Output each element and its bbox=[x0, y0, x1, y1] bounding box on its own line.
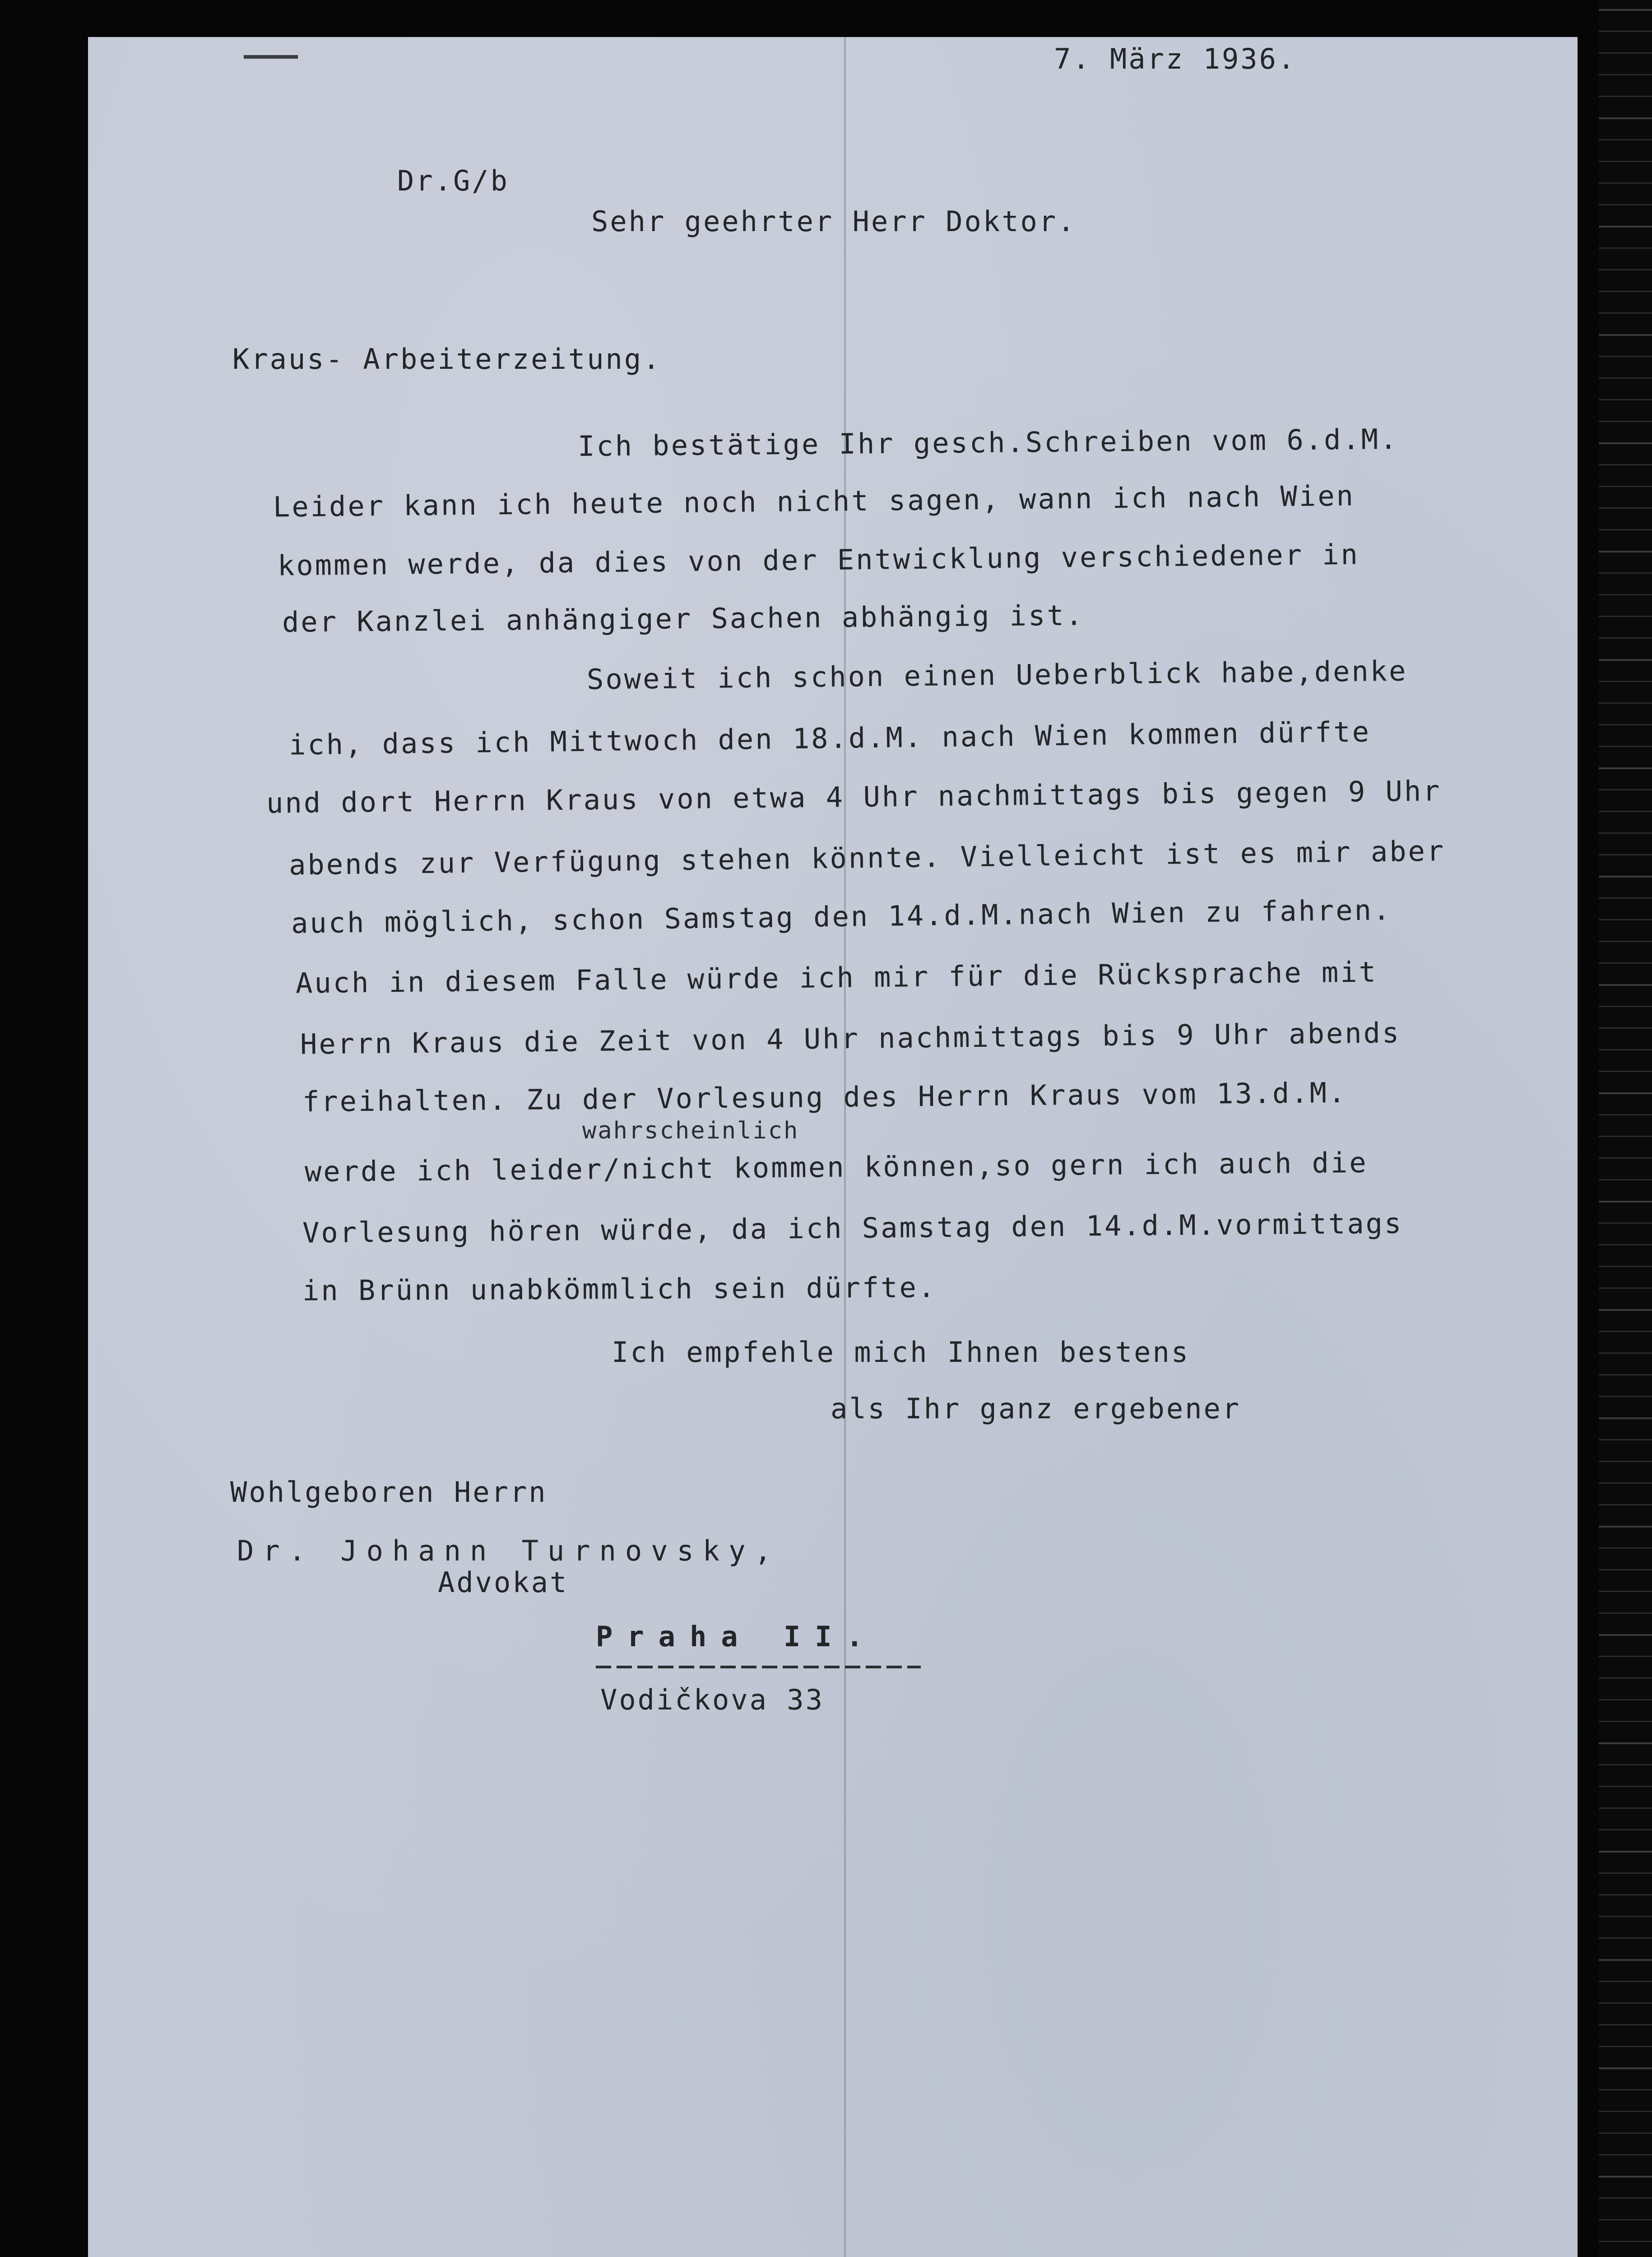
paper-fold-line bbox=[844, 37, 846, 2257]
ruler-tick bbox=[1599, 594, 1652, 595]
ruler-tick bbox=[1599, 572, 1652, 574]
ruler-tick bbox=[1599, 52, 1652, 54]
ruler-tick bbox=[1599, 1786, 1652, 1787]
ruler-tick bbox=[1599, 551, 1652, 553]
ruler-tick bbox=[1599, 1656, 1652, 1657]
ruler-tick bbox=[1599, 2002, 1652, 2004]
ruler-tick bbox=[1599, 1916, 1652, 1917]
ruler-tick bbox=[1599, 2111, 1652, 2112]
ruler-tick bbox=[1599, 2197, 1652, 2199]
ruler-tick bbox=[1599, 31, 1652, 32]
ruler-tick bbox=[1599, 1157, 1652, 1159]
ruler-tick bbox=[1599, 962, 1652, 964]
ruler-tick bbox=[1599, 789, 1652, 790]
ruler-tick bbox=[1599, 204, 1652, 205]
recipient-title: Advokat bbox=[438, 1566, 569, 1599]
ruler-tick bbox=[1599, 616, 1652, 617]
ruler-tick bbox=[1599, 1027, 1652, 1029]
ruler-tick bbox=[1599, 1742, 1652, 1744]
ruler-tick bbox=[1599, 1309, 1652, 1311]
ruler-tick bbox=[1599, 637, 1652, 639]
ruler-tick bbox=[1599, 1634, 1652, 1636]
ruler-tick bbox=[1599, 1136, 1652, 1137]
ruler-tick bbox=[1599, 1526, 1652, 1528]
ruler-tick bbox=[1599, 1807, 1652, 1809]
body-line-9: auch möglich, schon Samstag den 14.d.M.nach Wien zu fahren. bbox=[291, 893, 1392, 940]
handwritten-insertion: wahrscheinlich bbox=[582, 1117, 799, 1144]
ruler-tick bbox=[1599, 399, 1652, 400]
ruler-tick bbox=[1599, 1764, 1652, 1765]
ruler-tick bbox=[1599, 876, 1652, 878]
ruler-tick bbox=[1599, 139, 1652, 140]
ruler-tick bbox=[1599, 529, 1652, 530]
ruler-tick bbox=[1599, 2132, 1652, 2134]
ruler-tick bbox=[1599, 1699, 1652, 1700]
body-line-13: werde ich leider/nicht kommen können,so gern ich auch die bbox=[304, 1146, 1368, 1189]
ruler-tick bbox=[1599, 442, 1652, 444]
ruler-tick bbox=[1599, 1547, 1652, 1549]
recipient-city: Praha II. bbox=[596, 1620, 877, 1653]
ruler-tick bbox=[1599, 746, 1652, 747]
ruler-tick bbox=[1599, 854, 1652, 855]
ruler-tick bbox=[1599, 464, 1652, 465]
closing-line-1: Ich empfehle mich Ihnen bestens bbox=[612, 1336, 1190, 1369]
ruler-tick bbox=[1599, 1417, 1652, 1419]
ruler-tick bbox=[1599, 377, 1652, 379]
ruler-tick bbox=[1599, 1222, 1652, 1224]
ruler-tick bbox=[1599, 2154, 1652, 2155]
ruler-tick bbox=[1599, 356, 1652, 357]
ruler-tick bbox=[1599, 724, 1652, 725]
recipient-name: Dr. Johann Turnovsky, bbox=[237, 1534, 780, 1567]
ruler-tick bbox=[1599, 2089, 1652, 2090]
ruler-tick bbox=[1599, 919, 1652, 920]
ruler-tick bbox=[1599, 507, 1652, 509]
ruler-tick bbox=[1599, 2024, 1652, 2025]
ruler-tick bbox=[1599, 421, 1652, 422]
ruler-tick bbox=[1599, 1331, 1652, 1332]
ruler-tick bbox=[1599, 832, 1652, 834]
ruler-tick bbox=[1599, 1872, 1652, 1874]
ruler-tick bbox=[1599, 334, 1652, 336]
ruler-tick bbox=[1599, 1591, 1652, 1592]
ruler-tick bbox=[1599, 1482, 1652, 1484]
ruler-tick bbox=[1599, 269, 1652, 270]
ruler-tick bbox=[1599, 1439, 1652, 1440]
ruler-tick bbox=[1599, 897, 1652, 899]
ruler-tick bbox=[1599, 1114, 1652, 1115]
ruler-tick bbox=[1599, 9, 1652, 11]
scan-edge-ruler bbox=[1599, 0, 1652, 2257]
ruler-tick bbox=[1599, 2046, 1652, 2047]
ruler-tick bbox=[1599, 702, 1652, 704]
ruler-tick bbox=[1599, 1352, 1652, 1354]
ruler-tick bbox=[1599, 1894, 1652, 1895]
recipient-street: Vodičkova 33 bbox=[600, 1683, 824, 1716]
salutation: Sehr geehrter Herr Doktor. bbox=[591, 205, 1077, 238]
ruler-tick bbox=[1599, 1071, 1652, 1072]
ruler-tick bbox=[1599, 312, 1652, 314]
ruler-tick bbox=[1599, 1201, 1652, 1203]
ruler-tick bbox=[1599, 1092, 1652, 1094]
body-line-12: freihalten. Zu der Vorlesung des Herrn Kraus vom 13.d.M. bbox=[302, 1076, 1347, 1119]
ruler-tick bbox=[1599, 1266, 1652, 1267]
ruler-tick bbox=[1599, 1569, 1652, 1570]
body-line-5: Soweit ich schon einen Ueberblick habe,denke bbox=[586, 654, 1408, 696]
body-line-7: und dort Herrn Kraus von etwa 4 Uhr nachmittags bis gegen 9 Uhr bbox=[266, 774, 1442, 820]
ruler-tick bbox=[1599, 117, 1652, 119]
body-line-1: Ich bestätige Ihr gesch.Schreiben vom 6.d.M. bbox=[577, 423, 1399, 463]
ruler-tick bbox=[1599, 1937, 1652, 1939]
body-line-10: Auch in diesem Falle würde ich mir für die Rücksprache mit bbox=[295, 955, 1378, 1000]
ruler-tick bbox=[1599, 1396, 1652, 1397]
ruler-tick bbox=[1599, 1959, 1652, 1961]
ruler-tick bbox=[1599, 1677, 1652, 1679]
ruler-tick bbox=[1599, 1981, 1652, 1982]
ruler-tick bbox=[1599, 2176, 1652, 2178]
ruler-tick bbox=[1599, 96, 1652, 97]
body-line-8: abends zur Verfügung stehen könnte. Vielleicht ist es mir aber bbox=[288, 834, 1446, 882]
ruler-tick bbox=[1599, 486, 1652, 487]
ruler-tick bbox=[1599, 767, 1652, 769]
ruler-tick bbox=[1599, 1461, 1652, 1462]
ruler-tick bbox=[1599, 1179, 1652, 1180]
body-line-4: der Kanzlei anhängiger Sachen abhängig ist. bbox=[282, 599, 1085, 639]
ruler-tick bbox=[1599, 984, 1652, 986]
ruler-tick bbox=[1599, 1829, 1652, 1830]
ruler-tick bbox=[1599, 941, 1652, 942]
ruler-tick bbox=[1599, 811, 1652, 812]
body-line-14: Vorlesung hören würde, da ich Samstag den 14.d.M.vormittags bbox=[302, 1207, 1403, 1249]
ruler-tick bbox=[1599, 1287, 1652, 1289]
ruler-tick bbox=[1599, 1851, 1652, 1853]
body-line-11: Herrn Kraus die Zeit von 4 Uhr nachmittags bis 9 Uhr abends bbox=[300, 1016, 1401, 1061]
ruler-tick bbox=[1599, 182, 1652, 184]
ruler-tick bbox=[1599, 1006, 1652, 1007]
body-line-2: Leider kann ich heute noch nicht sagen, wann ich nach Wien bbox=[273, 479, 1355, 524]
header-mark bbox=[244, 55, 298, 59]
body-line-3: kommen werde, da dies von der Entwicklung verschiedener in bbox=[277, 538, 1360, 582]
body-line-6: ich, dass ich Mittwoch den 18.d.M. nach Wien kommen dürfte bbox=[288, 715, 1371, 762]
ruler-tick bbox=[1599, 2067, 1652, 2069]
ruler-tick bbox=[1599, 1244, 1652, 1245]
ruler-tick bbox=[1599, 161, 1652, 162]
ruler-tick bbox=[1599, 1049, 1652, 1050]
ruler-tick bbox=[1599, 659, 1652, 661]
ruler-tick bbox=[1599, 247, 1652, 249]
city-underline bbox=[596, 1666, 921, 1668]
body-line-15: in Brünn unabkömmlich sein dürfte. bbox=[302, 1271, 937, 1307]
subject-line: Kraus- Arbeiterzeitung. bbox=[232, 343, 662, 376]
recipient-greeting: Wohlgeboren Herrn bbox=[230, 1476, 548, 1509]
reference-code: Dr.G/b bbox=[397, 164, 509, 197]
ruler-tick bbox=[1599, 291, 1652, 292]
ruler-tick bbox=[1599, 74, 1652, 75]
ruler-tick bbox=[1599, 681, 1652, 682]
ruler-tick bbox=[1599, 1721, 1652, 1722]
ruler-tick bbox=[1599, 2219, 1652, 2220]
letter-date: 7. März 1936. bbox=[1054, 42, 1297, 75]
ruler-tick bbox=[1599, 1612, 1652, 1614]
ruler-tick bbox=[1599, 2241, 1652, 2242]
ruler-tick bbox=[1599, 1504, 1652, 1505]
closing-line-2: als Ihr ganz ergebener bbox=[831, 1392, 1241, 1425]
ruler-tick bbox=[1599, 1374, 1652, 1375]
ruler-tick bbox=[1599, 226, 1652, 228]
